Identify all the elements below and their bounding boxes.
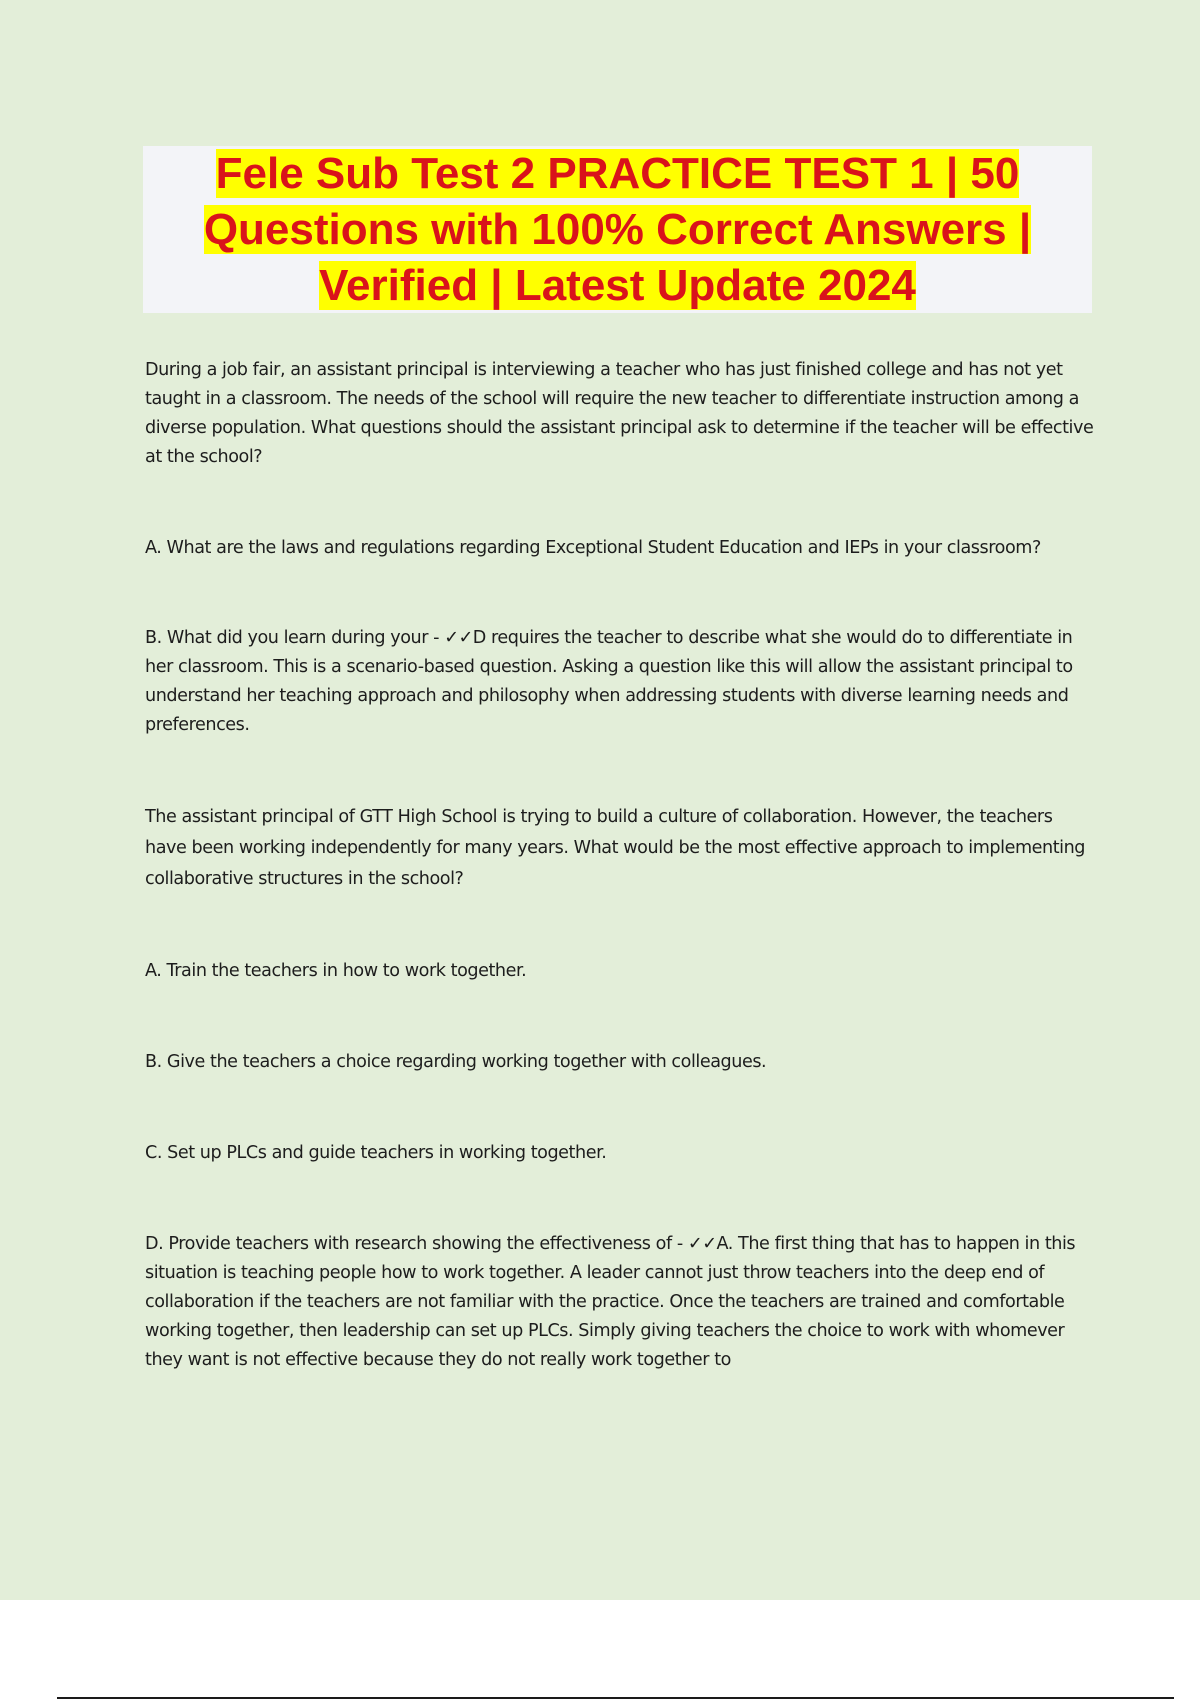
question-1-option-a: A. What are the laws and regulations regarding Exceptional Student Education and IEPs in your classroom? [145,538,1041,558]
title-line-1: Fele Sub Test 2 PRACTICE TEST 1 | 50 [215,149,1020,198]
document-title [143,146,1092,314]
spacer [145,986,1095,1048]
question-2-option-c: C. Set up PLCs and guide teachers in working together. [145,1143,607,1163]
title-box [143,146,1092,313]
spacer [145,1077,1095,1139]
question-2-option-a: A. Train the teachers in how to work together. [145,961,527,981]
title-line-3: Verified | Latest Update 2024 [319,261,916,310]
document-body [145,356,1095,1375]
question-1-option-b-answer: B. What did you learn during your - ✓✓D requires the teacher to describe what she would do to differentiate in her classroom. This is a scenario-based question. Asking a question like this will allow the assistant principal to understand her teaching approach and philosophy when addressing students with diverse learning needs and preferences. [145,628,1073,735]
question-2-option-b: B. Give the teachers a choice regarding working together with colleagues. [145,1052,767,1072]
spacer [145,563,1095,624]
spacer [145,740,1095,802]
title-line-2: Questions with 100% Correct Answers | [203,205,1032,254]
footer-rule [57,1697,1174,1699]
question-1-stem: During a job fair, an assistant principal is interviewing a teacher who has just finished college and has not yet taught in a classroom. The needs of the school will require the new teacher to differentiate instruction among a diverse population. What questions should the assistant principal ask to determine if the teacher will be effective at the school? [145,360,1094,467]
spacer [145,895,1095,957]
question-2-stem: The assistant principal of GTT High School is trying to build a culture of collaboration. However, the teachers have been working independently for many years. What would be the most effective approach to implementing collaborative structures in the school? [145,807,1086,889]
question-2-option-d-answer: D. Provide teachers with research showing the effectiveness of - ✓✓A. The first thing that has to happen in this situation is teaching people how to work together. A leader cannot just throw teachers into the deep end of collaboration if the teachers are not familiar with the practice. Once the teachers are trained and comfortable working together, then leadership can set up PLCs. Simply giving teachers the choice to work with whomever they want is not effective because they do not really work together to [145,1234,1076,1370]
spacer [145,472,1095,534]
spacer [145,1168,1095,1230]
